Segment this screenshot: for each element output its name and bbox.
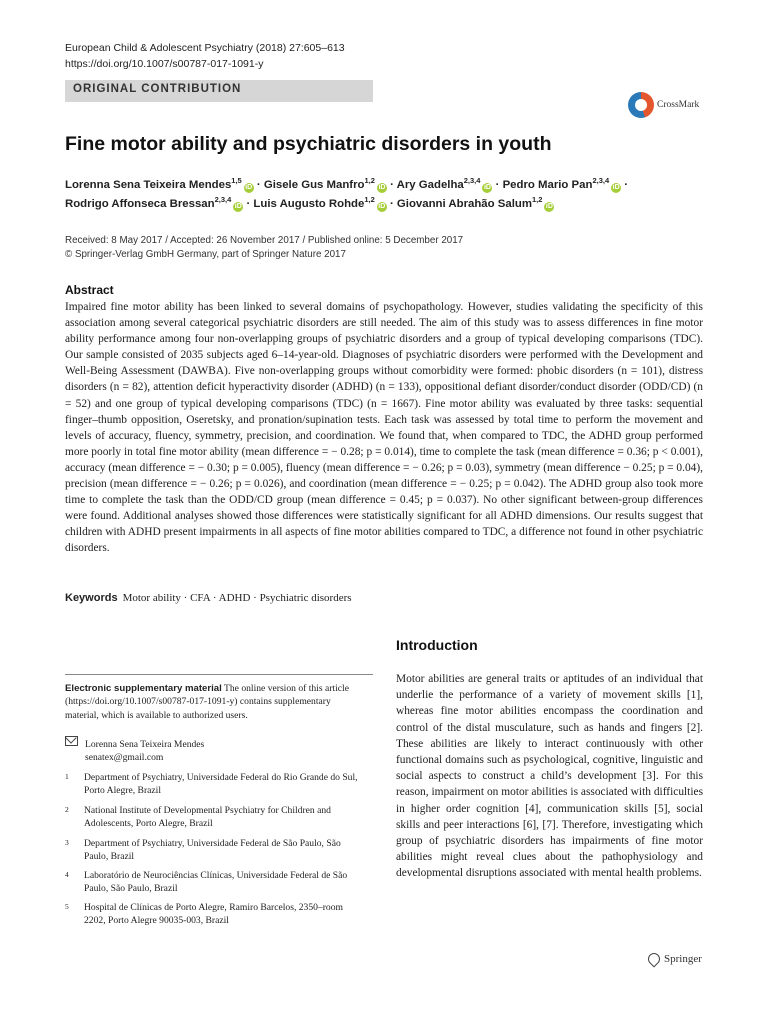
crossmark-badge[interactable] [628,92,699,118]
article-type-banner [65,80,373,102]
author-name: Ary Gadelha [396,179,464,191]
contact-email[interactable]: senatex@gmail.com [85,752,164,764]
copyright-line: © Springer-Verlag GmbH Germany, part of Springer Nature 2017 [65,249,346,260]
journal-header [65,40,345,72]
history-dates: Received: 8 May 2017 / Accepted: 26 November 2017 / Published online: 5 December 2017 [65,235,464,246]
author-name: Rodrigo Affonseca Bressan [65,198,215,210]
abstract-text: Impaired fine motor ability has been linked to several domains of psychopathology. However, studies validating the specificity of this association among several categorical psychiatric disorders are still needed. The aim of this study was to assess differences in fine motor ability performance among four non-overlapping groups of psychiatric disorders and a group of typical developing comparisons (TDC). Our sample consisted of 2035 subjects aged 6–14-year-old. Diagnoses of psychiatric disorders were performed with the Development and Well-Being Assessment (DAWBA). Five non-overlapping groups without comorbidity were formed: phobic disorders (n = 101), distress disorders (n = 82), attention deficit hyperactivity disorder (ADHD) (n = 133), oppositional defiant disorder/conduct disorder (ODD/CD) (n = 52) and one group of typical developing comparisons (TDC) (n = 1667). Fine motor ability was evaluated by three tasks: sequential finger–thumb opposition, Oseretsky, and pronation/supination tests. Each task was assessed by total time to perform the movement and levels of accuracy, fluency, symmetry, precision, and coordination. We found that, when compared to TDC, the ADHD group performed more poorly in total fine motor ability (mean difference = − 0.28; p = 0.014), time to complete the task (mean difference = 0.36; p < 0.001), accuracy (mean difference = − 0.30; p = 0.005), fluency (mean difference = − 0.26; p = 0.03), symmetry (mean difference − 0.25; p = 0.04), precision (mean difference = − 0.26; p = 0.026), and coordination (mean difference = − 0.25; p = 0.042). The ADHD group also took more time to complete the task than the ODD/CD group (mean difference = 0.45; p = 0.037). No other significant between-group differences were found. Additional analyses showed those differences were statistically significant for all ADHD dimensions. Our results suggest that children with ADHD present impairments in all aspects of fine motor abilities compared to TDC, a difference not found in other psychiatric disorders. [65,301,703,555]
orcid-icon[interactable]: iD [378,203,386,210]
supplementary-heading: Electronic supplementary material [65,683,222,694]
affiliation-text: Department of Psychiatry, Universidade Federal do Rio Grande do Sul, Porto Alegre, Brazil [84,772,358,797]
orcid-icon[interactable]: iD [545,203,553,210]
affiliation [65,901,365,928]
introduction-heading: Introduction [396,637,478,653]
orcid-icon[interactable]: iD [245,184,253,191]
orcid-icon[interactable]: iD [612,184,620,191]
orcid-icon[interactable]: iD [234,203,242,210]
affiliation-text: Hospital de Clínicas de Porto Alegre, Ramiro Barcelos, 2350–room 2202, Porto Alegre 90035-003, Brazil [84,902,343,927]
publisher-name: Springer [664,953,702,965]
author-affiliation: 1,5 [231,176,242,186]
affiliation-number: 4 [65,870,69,879]
keywords-heading: Keywords [65,592,118,604]
affiliation-number: 2 [65,805,69,814]
supplementary-note [65,682,355,722]
orcid-icon[interactable]: iD [378,184,386,191]
author-affiliation: 1,2 [364,195,375,205]
journal-doi[interactable]: https://doi.org/10.1007/s00787-017-1091-y [65,58,264,70]
author-affiliation: 2,3,4 [214,195,232,205]
affiliation [65,869,365,896]
affiliation [65,771,365,798]
crossmark-icon [628,92,654,118]
publisher-footer [648,953,702,965]
affiliation-text: Laboratório de Neurociências Clínicas, Universidade Federal de São Paulo, São Paulo, Brazil [84,870,348,895]
author-name: Luis Augusto Rohde [253,198,365,210]
author-list: Lorenna Sena Teixeira Mendes$^{1,5}$iD · Gisele Gus Manfro$^{1,2}$iD · Ary Gadelha$^{2,3,4}$iD · Pedro Mario Pan$^{2,3,4}$iD · Rodrigo Affonseca Bressan$^{2,3,4}$iD · Luis Augusto Rohde$^{1,2}$iD · Giovanni Abrahão Salum$^{1,2}$iD [65,176,629,210]
envelope-icon [65,736,78,746]
author-affiliation: 2,3,4 [592,176,610,186]
corresponding-author [65,736,204,765]
affiliation-number: 5 [65,902,69,911]
author-name: Giovanni Abrahão Salum [396,198,532,210]
article-title: Fine motor ability and psychiatric disorders in youth [65,133,552,155]
contact-name: Lorenna Sena Teixeira Mendes [85,739,205,750]
affiliation [65,804,365,831]
affiliation-text: Department of Psychiatry, Universidade Federal de São Paulo, São Paulo, Brazil [84,838,341,863]
author-name: Lorenna Sena Teixeira Mendes [65,179,232,191]
affiliation [65,837,365,864]
author-name: Pedro Mario Pan [502,179,593,191]
keywords-list: Motor ability · CFA · ADHD · Psychiatric disorders [122,592,352,604]
affiliation-number: 3 [65,838,69,847]
springer-horse-icon [646,951,663,968]
supplementary-text: The online version of this article (https://doi.org/10.1007/s00787-017-1091-y) contains supplementary material, which is available to authorized users. [65,683,349,721]
footnote-divider [65,674,373,675]
affiliation-number: 1 [65,772,69,781]
abstract-heading: Abstract [65,283,114,297]
author-affiliation: 1,2 [531,195,543,205]
journal-citation: European Child & Adolescent Psychiatry (2018) 27:605–613 [65,42,345,54]
affiliation-text: National Institute of Developmental Psychiatry for Children and Adolescents, Porto Alegre, Brazil [84,805,331,830]
keywords [65,592,352,604]
author-affiliation: 1,2 [364,176,375,186]
author-affiliation: 2,3,4 [463,176,481,186]
introduction-text: Motor abilities are general traits or aptitudes of an individual that underlie the performance of a variety of movement skills [1], whereas fine motor abilities encompass the coordination and control of the distal musculature, such as hands and fingers [2]. These abilities are likely to interact continuously with other functional domains such as psychological, cognitive, linguistic and social aspects to construct a child’s development [3]. For this reason, impairment on motor abilities is associated with difficulties in higher order cognition [4], communication skills [5], social skills and peer interactions [6], [7]. Therefore, investigating which group of psychiatric disorders has impairments of fine motor abilities might reveal clues about the pathophysiology and developmental disruptions associated with mental health problems. [396,673,703,880]
crossmark-label: CrossMark [657,100,700,110]
author-name: Gisele Gus Manfro [263,179,365,191]
article-type-label: ORIGINAL CONTRIBUTION [73,83,242,95]
publication-dates [65,234,463,262]
orcid-icon[interactable]: iD [483,184,491,191]
